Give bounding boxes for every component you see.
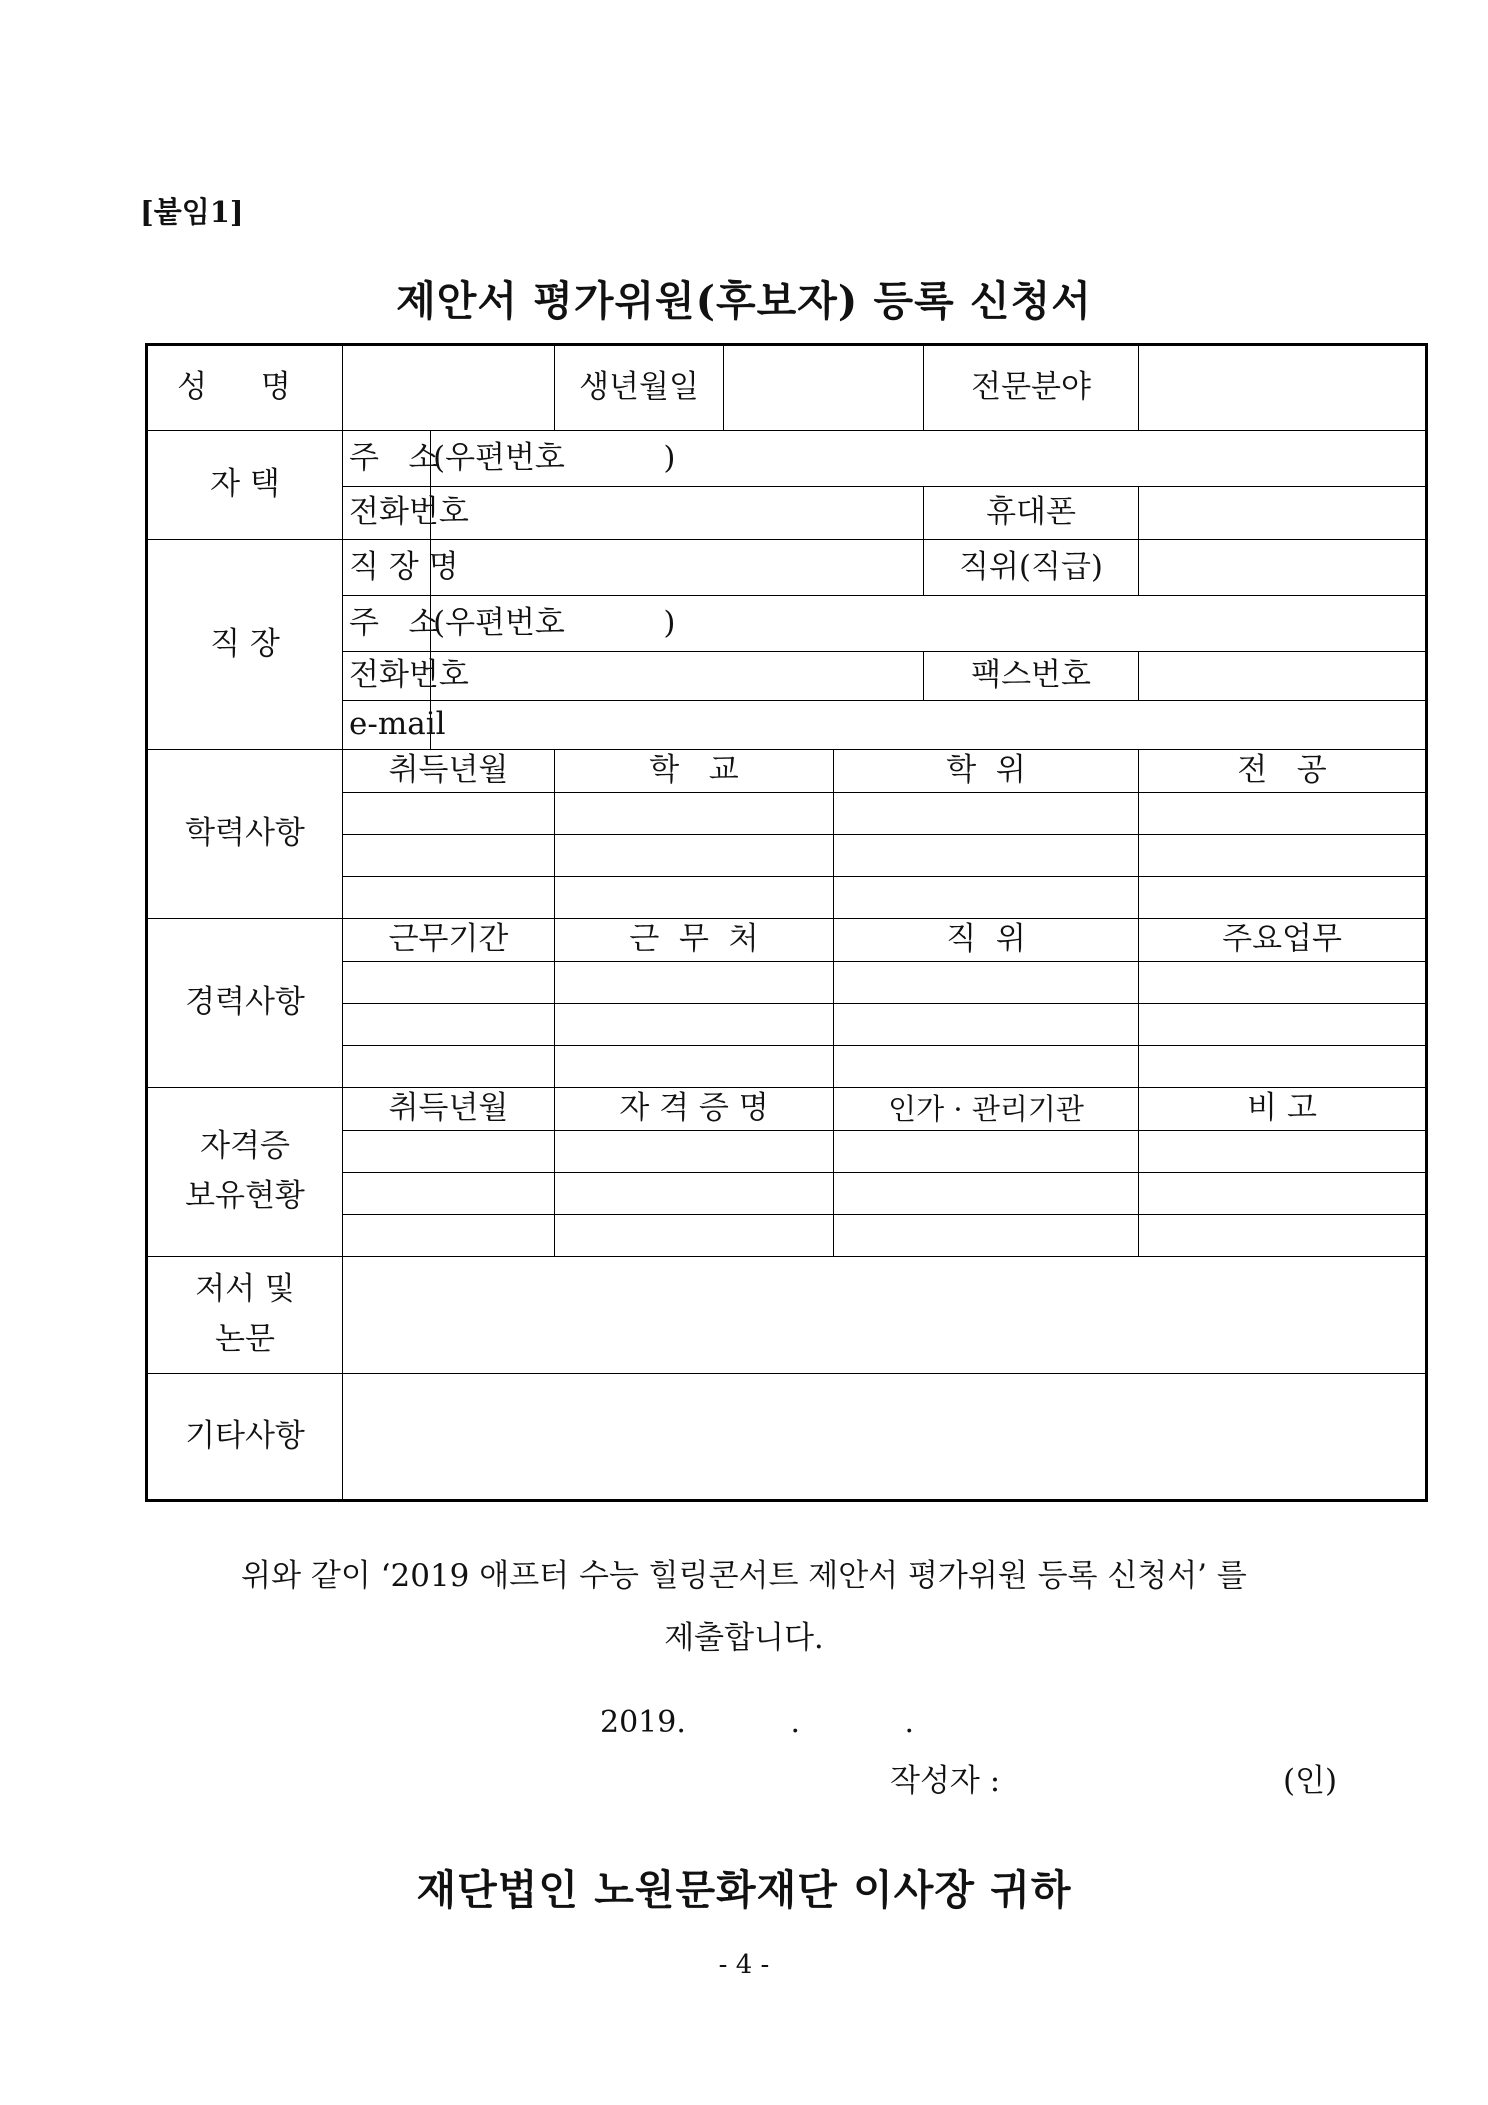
- table-cell[interactable]: [555, 1173, 834, 1215]
- table-cell[interactable]: [1139, 835, 1427, 877]
- table-cell[interactable]: [555, 835, 834, 877]
- publications-label-line2: 논문: [215, 1321, 275, 1357]
- home-address-field[interactable]: (우편번호 ): [431, 431, 1427, 487]
- education-header-major: 전 공: [1139, 750, 1427, 793]
- date-year: 2019.: [600, 1705, 686, 1740]
- education-header-date: 취득년월: [343, 750, 555, 793]
- application-form-table: [145, 343, 1428, 1502]
- table-cell[interactable]: [834, 793, 1139, 835]
- company-label: 직 장 명: [343, 540, 431, 596]
- career-header-workplace: 근 무 처: [555, 919, 834, 962]
- table-cell[interactable]: [834, 877, 1139, 919]
- date-month-dot: .: [790, 1705, 800, 1740]
- seal-mark: (인): [1283, 1763, 1338, 1799]
- name-label: 성 명: [147, 345, 343, 431]
- table-cell[interactable]: [343, 1173, 555, 1215]
- career-label: 경력사항: [147, 919, 343, 1088]
- table-cell[interactable]: [834, 1215, 1139, 1257]
- education-label: 학력사항: [147, 750, 343, 919]
- email-label: e-mail: [343, 701, 431, 750]
- table-cell[interactable]: [1139, 1046, 1427, 1088]
- certificate-header-remarks: 비 고: [1139, 1088, 1427, 1131]
- email-field[interactable]: [431, 701, 1427, 750]
- table-cell[interactable]: [555, 793, 834, 835]
- table-cell[interactable]: [834, 835, 1139, 877]
- work-phone-label: 전화번호: [343, 652, 431, 701]
- work-phone-field[interactable]: [431, 652, 924, 701]
- table-cell[interactable]: [834, 962, 1139, 1004]
- statement: [0, 1545, 1488, 1669]
- certificate-header-name: 자 격 증 명: [555, 1088, 834, 1131]
- career-header-period: 근무기간: [343, 919, 555, 962]
- position-rank-field[interactable]: [1139, 540, 1427, 596]
- home-phone-label: 전화번호: [343, 487, 431, 540]
- table-cell[interactable]: [555, 877, 834, 919]
- table-cell[interactable]: [1139, 1173, 1427, 1215]
- education-header-degree: 학 위: [834, 750, 1139, 793]
- table-cell[interactable]: [555, 1215, 834, 1257]
- date-line: [600, 1705, 914, 1740]
- writer-label: 작성자 :: [890, 1763, 1001, 1799]
- mobile-field[interactable]: [1139, 487, 1427, 540]
- page-number: - 4 -: [718, 1950, 770, 1980]
- company-field[interactable]: [431, 540, 924, 596]
- table-cell[interactable]: [1139, 1131, 1427, 1173]
- attachment-label: [붙임1]: [140, 195, 244, 229]
- certificate-label-line1: 자격증: [200, 1128, 290, 1165]
- publications-label-line1: 저서 및: [195, 1271, 295, 1308]
- career-header-duties: 주요업무: [1139, 919, 1427, 962]
- recipient: 재단법인 노원문화재단 이사장 귀하: [416, 1866, 1072, 1914]
- table-cell[interactable]: [834, 1173, 1139, 1215]
- certificate-header-date: 취득년월: [343, 1088, 555, 1131]
- work-label: 직 장: [147, 540, 343, 750]
- table-cell[interactable]: [834, 1131, 1139, 1173]
- fax-field[interactable]: [1139, 652, 1427, 701]
- specialty-field[interactable]: [1139, 345, 1427, 431]
- table-cell[interactable]: [1139, 877, 1427, 919]
- home-label: 자 택: [147, 431, 343, 540]
- table-cell[interactable]: [343, 1046, 555, 1088]
- table-cell[interactable]: [343, 835, 555, 877]
- date-day-dot: .: [904, 1705, 915, 1740]
- birth-label: 생년월일: [555, 345, 724, 431]
- table-cell[interactable]: [343, 877, 555, 919]
- table-cell[interactable]: [343, 793, 555, 835]
- table-cell[interactable]: [555, 1004, 834, 1046]
- table-cell[interactable]: [1139, 1215, 1427, 1257]
- table-cell[interactable]: [343, 1215, 555, 1257]
- table-cell[interactable]: [343, 1004, 555, 1046]
- career-header-position: 직 위: [834, 919, 1139, 962]
- table-cell[interactable]: [343, 1131, 555, 1173]
- others-label: 기타사항: [147, 1374, 343, 1501]
- table-cell[interactable]: [343, 962, 555, 1004]
- statement-line2: 제출합니다.: [664, 1620, 824, 1656]
- certificate-label: [147, 1088, 343, 1257]
- table-cell[interactable]: [1139, 793, 1427, 835]
- home-address-label: 주 소: [343, 431, 431, 487]
- others-field[interactable]: [343, 1374, 1427, 1501]
- certificate-label-line2: 보유현황: [185, 1178, 305, 1214]
- education-header-school: 학 교: [555, 750, 834, 793]
- table-cell[interactable]: [555, 962, 834, 1004]
- table-cell[interactable]: [555, 1131, 834, 1173]
- publications-field[interactable]: [343, 1257, 1427, 1374]
- table-cell[interactable]: [555, 1046, 834, 1088]
- specialty-label: 전문분야: [924, 345, 1139, 431]
- table-cell[interactable]: [1139, 1004, 1427, 1046]
- table-cell[interactable]: [1139, 962, 1427, 1004]
- certificate-header-authority: 인가 · 관리기관: [834, 1088, 1139, 1131]
- home-phone-field[interactable]: [431, 487, 924, 540]
- publications-label: [147, 1257, 343, 1374]
- fax-label: 팩스번호: [924, 652, 1139, 701]
- mobile-label: 휴대폰: [924, 487, 1139, 540]
- work-address-field[interactable]: (우편번호 ): [431, 596, 1427, 652]
- table-cell[interactable]: [834, 1004, 1139, 1046]
- statement-line1: 위와 같이 ‘2019 애프터 수능 힐링콘서트 제안서 평가위원 등록 신청서’ 를: [241, 1558, 1247, 1594]
- birth-field[interactable]: [724, 345, 924, 431]
- work-address-label: 주 소: [343, 596, 431, 652]
- position-rank-label: 직위(직급): [924, 540, 1139, 596]
- table-cell[interactable]: [834, 1046, 1139, 1088]
- name-field[interactable]: [343, 345, 555, 431]
- form-title: 제안서 평가위원(후보자) 등록 신청서: [396, 277, 1092, 325]
